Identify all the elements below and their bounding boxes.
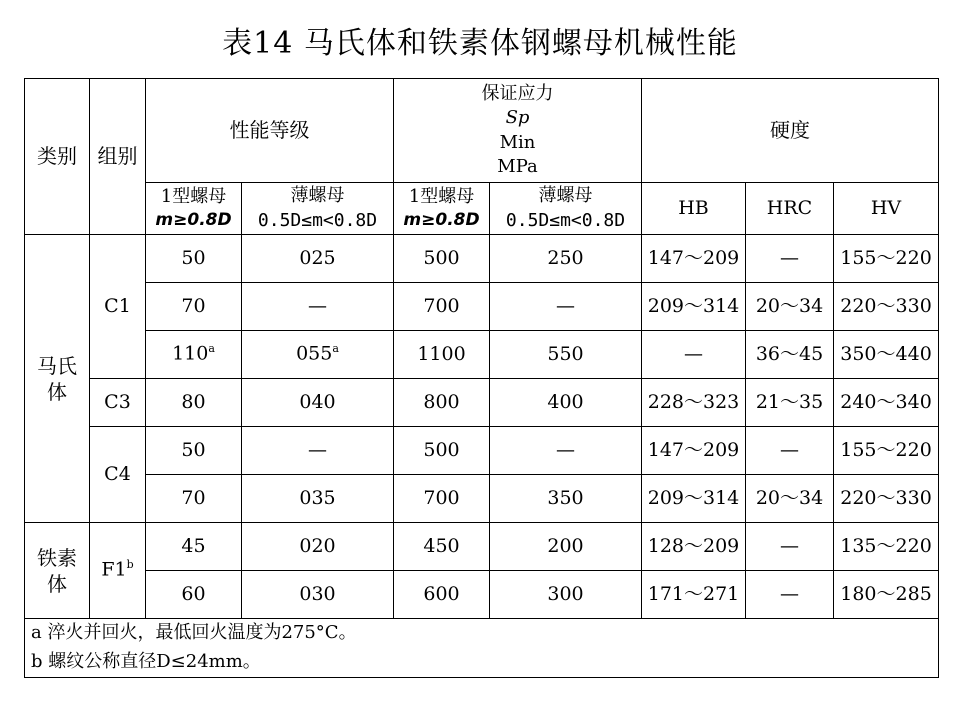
cell-hv: 135～220 bbox=[834, 523, 939, 571]
cell-type1 bbox=[146, 331, 242, 379]
table-row bbox=[25, 235, 939, 283]
cell-hb: 128～209 bbox=[642, 523, 746, 571]
cell-hrc: 36～45 bbox=[746, 331, 834, 379]
cell-hrc: — bbox=[746, 427, 834, 475]
cell-sp1: 700 bbox=[394, 475, 490, 523]
cell-sp2: 250 bbox=[490, 235, 642, 283]
cell-hv: 220～330 bbox=[834, 475, 939, 523]
cell-sp2: 400 bbox=[490, 379, 642, 427]
cell-thin: 035 bbox=[242, 475, 394, 523]
header-hb: HB bbox=[642, 183, 746, 235]
cell-sp2: 550 bbox=[490, 331, 642, 379]
sp-thin-nut-condition: 0.5D≤m<0.8D bbox=[505, 209, 626, 231]
header-category: 类别 bbox=[25, 79, 90, 235]
footnote-ref-b: b bbox=[126, 558, 134, 572]
footnote-ref-a: a bbox=[332, 342, 339, 356]
cell-type1: 50 bbox=[146, 235, 242, 283]
header-hv: HV bbox=[834, 183, 939, 235]
cell-hb: — bbox=[642, 331, 746, 379]
cell-hb: 171～271 bbox=[642, 571, 746, 619]
cell-hb: 209～314 bbox=[642, 475, 746, 523]
header-thin-nut bbox=[242, 183, 394, 235]
cell-thin: 030 bbox=[242, 571, 394, 619]
header-grade: 性能等级 bbox=[146, 79, 394, 183]
group-c4: C4 bbox=[90, 427, 146, 523]
cell-hrc: 20～34 bbox=[746, 475, 834, 523]
cell-sp2: — bbox=[490, 427, 642, 475]
cell-type1-value: 110 bbox=[172, 342, 209, 365]
footnote-a: a 淬火并回火，最低回火温度为275°C。 bbox=[31, 622, 357, 643]
sp-thin-nut-label: 薄螺母 bbox=[538, 185, 593, 207]
cell-sp2: 300 bbox=[490, 571, 642, 619]
cell-hb: 228～323 bbox=[642, 379, 746, 427]
proof-stress-unit: MPa bbox=[497, 155, 538, 177]
cell-type1: 80 bbox=[146, 379, 242, 427]
cell-hrc: — bbox=[746, 235, 834, 283]
cell-hv: 155～220 bbox=[834, 235, 939, 283]
header-sp-thin-nut bbox=[490, 183, 642, 235]
proof-stress-min: Min bbox=[499, 131, 536, 153]
category-martensitic-label: 马氏 体 bbox=[37, 353, 77, 404]
category-martensitic bbox=[25, 235, 90, 523]
cell-thin: 025 bbox=[242, 235, 394, 283]
cell-hv: 220～330 bbox=[834, 283, 939, 331]
cell-sp1: 1100 bbox=[394, 331, 490, 379]
table-row bbox=[25, 427, 939, 475]
cell-sp1: 450 bbox=[394, 523, 490, 571]
proof-stress-symbol: Sp bbox=[505, 107, 530, 129]
proof-stress-label: 保证应力 bbox=[481, 82, 554, 104]
cell-thin: — bbox=[242, 427, 394, 475]
table-row bbox=[25, 523, 939, 571]
table-row bbox=[25, 475, 939, 523]
header-hardness: 硬度 bbox=[642, 79, 939, 183]
table-row bbox=[25, 379, 939, 427]
cell-sp1: 500 bbox=[394, 235, 490, 283]
cell-hrc: 21～35 bbox=[746, 379, 834, 427]
cell-hb: 147～209 bbox=[642, 427, 746, 475]
type1-nut-label: 1型螺母 bbox=[160, 185, 227, 207]
cell-hrc: — bbox=[746, 571, 834, 619]
cell-type1: 70 bbox=[146, 283, 242, 331]
category-ferritic bbox=[25, 523, 90, 619]
cell-hv: 180～285 bbox=[834, 571, 939, 619]
group-c3: C3 bbox=[90, 379, 146, 427]
cell-thin: — bbox=[242, 283, 394, 331]
footnotes bbox=[25, 619, 939, 678]
cell-type1: 70 bbox=[146, 475, 242, 523]
cell-hv: 155～220 bbox=[834, 427, 939, 475]
cell-sp2: — bbox=[490, 283, 642, 331]
cell-type1: 45 bbox=[146, 523, 242, 571]
cell-type1: 60 bbox=[146, 571, 242, 619]
group-f1 bbox=[90, 523, 146, 619]
cell-hrc: — bbox=[746, 523, 834, 571]
table-row bbox=[25, 283, 939, 331]
group-c1: C1 bbox=[90, 235, 146, 379]
footnote-b: b 螺纹公称直径D≤24mm。 bbox=[31, 650, 261, 672]
header-hrc: HRC bbox=[746, 183, 834, 235]
cell-sp2: 350 bbox=[490, 475, 642, 523]
cell-thin: 020 bbox=[242, 523, 394, 571]
sp-type1-nut-condition: m≥0.8D bbox=[403, 210, 480, 231]
header-proof-stress bbox=[394, 79, 642, 183]
cell-sp1: 800 bbox=[394, 379, 490, 427]
cell-hb: 147～209 bbox=[642, 235, 746, 283]
cell-thin: 040 bbox=[242, 379, 394, 427]
page-title: 表14 马氏体和铁素体钢螺母机械性能 bbox=[222, 26, 738, 61]
sp-type1-nut-label: 1型螺母 bbox=[408, 185, 475, 207]
footnote-ref-a: a bbox=[208, 342, 215, 356]
cell-sp1: 500 bbox=[394, 427, 490, 475]
cell-sp1: 600 bbox=[394, 571, 490, 619]
mechanical-properties-table bbox=[24, 78, 939, 678]
group-f1-label: F1 bbox=[101, 558, 127, 581]
cell-hrc: 20～34 bbox=[746, 283, 834, 331]
cell-thin bbox=[242, 331, 394, 379]
header-sp-type1-nut bbox=[394, 183, 490, 235]
cell-type1: 50 bbox=[146, 427, 242, 475]
type1-nut-condition: m≥0.8D bbox=[155, 210, 232, 231]
thin-nut-label: 薄螺母 bbox=[290, 185, 345, 207]
header-type1-nut bbox=[146, 183, 242, 235]
cell-thin-value: 055 bbox=[296, 342, 333, 365]
category-ferritic-label: 铁素 体 bbox=[37, 545, 77, 596]
cell-hb: 209～314 bbox=[642, 283, 746, 331]
table-row bbox=[25, 331, 939, 379]
cell-hv: 240～340 bbox=[834, 379, 939, 427]
cell-sp2: 200 bbox=[490, 523, 642, 571]
cell-hv: 350～440 bbox=[834, 331, 939, 379]
cell-sp1: 700 bbox=[394, 283, 490, 331]
table-row bbox=[25, 571, 939, 619]
thin-nut-condition: 0.5D≤m<0.8D bbox=[257, 209, 378, 231]
header-group: 组别 bbox=[90, 79, 146, 235]
